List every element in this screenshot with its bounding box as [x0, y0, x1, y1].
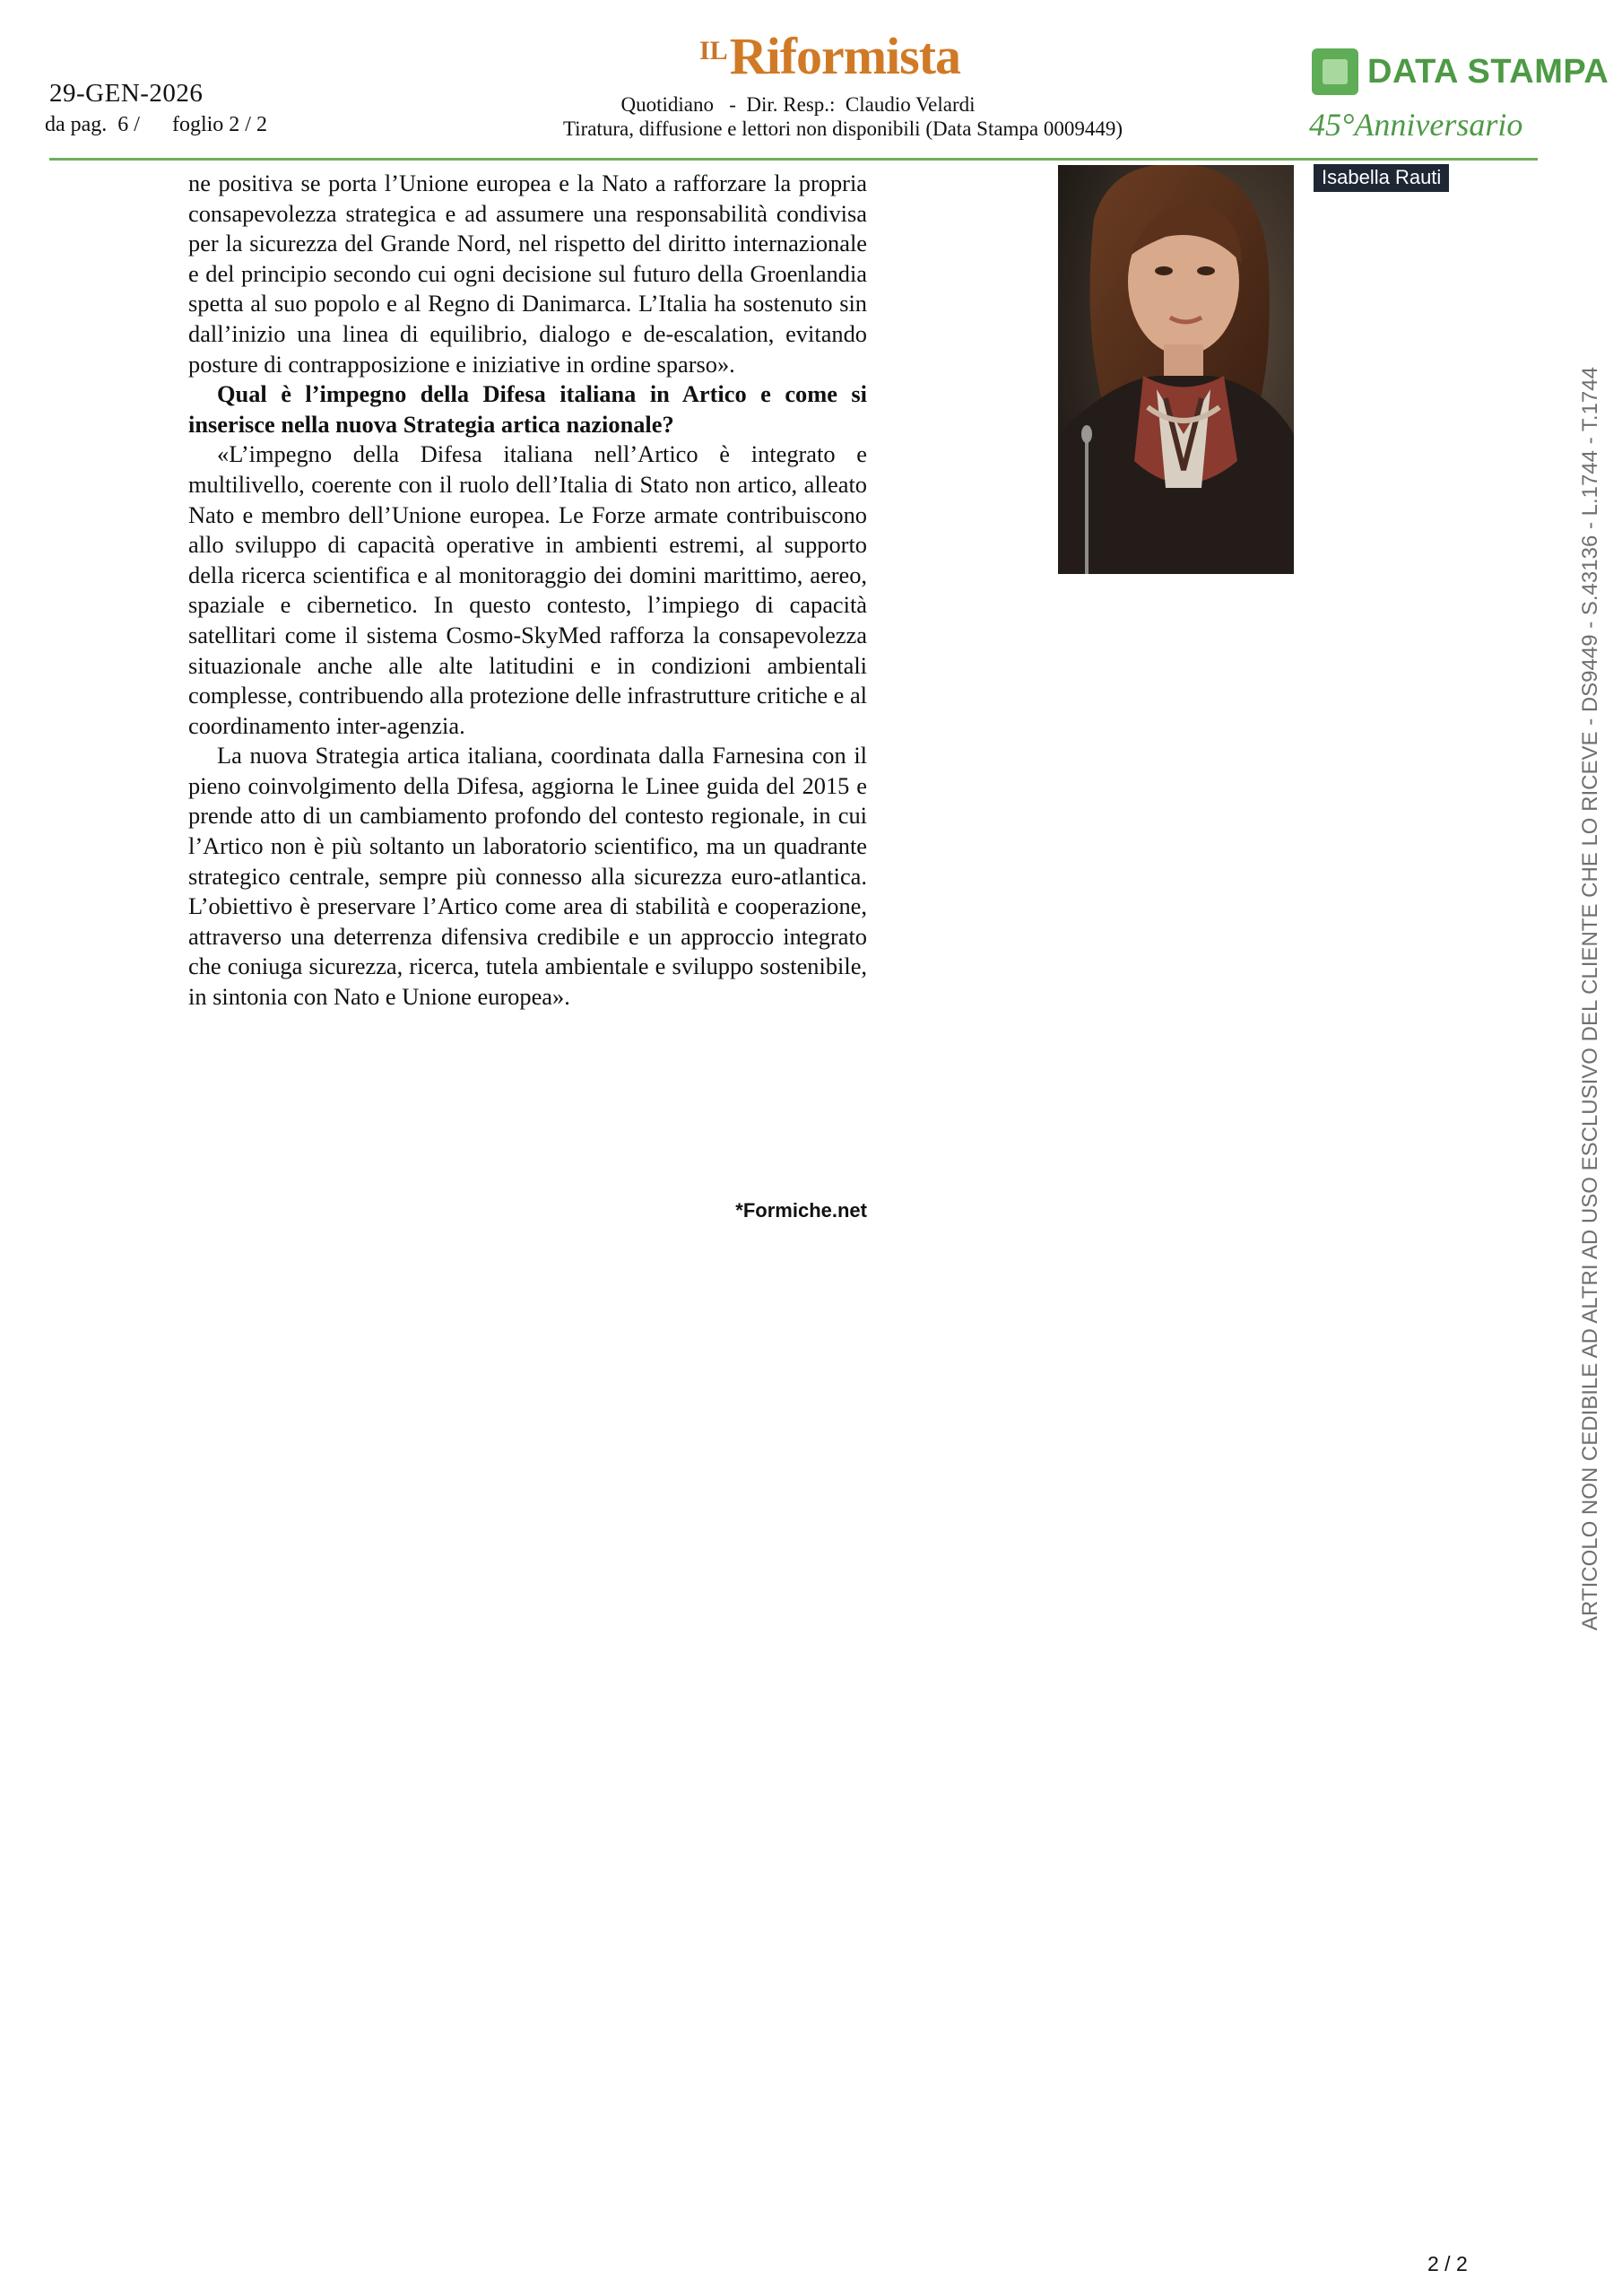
- publication-date: 29-GEN-2026: [49, 79, 204, 108]
- masthead-prefix: IL: [699, 36, 728, 65]
- data-stampa-name: DATA STAMPA: [1367, 52, 1609, 91]
- article-question: Qual è l’impegno della Difesa italiana in Artico e come si inserisce nella nuova Strategia artica nazionale?: [188, 380, 867, 438]
- circulation-line: Tiratura, diffusione e lettori non disponibili (Data Stampa 0009449): [562, 117, 1123, 140]
- portrait-illustration: [1058, 165, 1294, 574]
- article-signature: *Formiche.net: [735, 1199, 867, 1222]
- article-paragraph-2: «L’impegno della Difesa italiana nell’Artico è integrato e multilivello, coerente con il ruolo dell’Italia di Stato non artico, alleato Nato e membro dell’Unione europea. Le Forze armate contribuiscono allo sviluppo di capacità operative in ambienti estremi, al supporto della ricerca scientifica e al monitoraggio dei domini marittimo, aereo, spaziale e cibernetico. In questo contesto, l’impiego di capacità satellitari come il sistema Cosmo-SkyMed rafforza la consapevolezza situazionale anche alle alte latitudini e in condizioni ambientali complesse, contribuendo alla protezione delle infrastrutture critiche e al coordinamento inter-agenzia.: [188, 440, 867, 739]
- header-divider: [49, 158, 1538, 161]
- article-paragraph-1: ne positiva se porta l’Unione europea e la Nato a rafforzare la propria consapevolezza strategica e ad assumere una responsabilità condivisa per la sicurezza del Grande Nord, nel rispetto del diritto internazionale e del principio secondo cui ogni decisione sul futuro della Groenlandia spetta al suo popolo e al Regno di Danimarca. L’Italia ha sostenuto sin dall’inizio una linea di equilibrio, dialogo e de-escalation, evitando posture di contrapposizione e iniziative in ordine sparso».: [188, 170, 867, 378]
- copyright-sidenote: ARTICOLO NON CEDIBILE AD ALTRI AD USO ESCLUSIVO DEL CLIENTE CHE LO RICEVE - DS9449 - S.43136 - L.1744 - T.1744: [1578, 367, 1602, 1631]
- portrait-photo: [1058, 165, 1294, 574]
- page-number: 2 / 2: [1427, 2252, 1468, 2275]
- masthead-logo: [699, 23, 960, 83]
- data-stampa-square-icon: [1312, 48, 1358, 95]
- publication-line: Quotidiano - Dir. Resp.: Claudio Velardi: [620, 93, 976, 116]
- page-reference: da pag. 6 / foglio 2 / 2: [45, 113, 267, 136]
- article-paragraph-3: La nuova Strategia artica italiana, coordinata dalla Farnesina con il pieno coinvolgimento della Difesa, aggiorna le Linee guida del 2015 e prende atto di un cambiamento profondo del contesto regionale, in cui l’Artico non è più soltanto un laboratorio scientifico, ma un quadrante strategico centrale, sempre più connesso alla sicurezza euro-atlantica. L’obiettivo è preservare l’Artico come area di stabilità e cooperazione, attraverso una deterrenza difensiva credibile e un approccio integrato che coniuga sicurezza, ricerca, tutela ambientale e sviluppo sostenibile, in sintonia con Nato e Unione europea».: [188, 742, 867, 1011]
- photo-caption: Isabella Rauti: [1314, 164, 1449, 192]
- masthead-name: Riformista: [729, 27, 961, 85]
- data-stampa-logo: [1312, 48, 1609, 95]
- data-stampa-anniversary: 45°Anniversario: [1309, 107, 1523, 143]
- article-body: [188, 169, 867, 1013]
